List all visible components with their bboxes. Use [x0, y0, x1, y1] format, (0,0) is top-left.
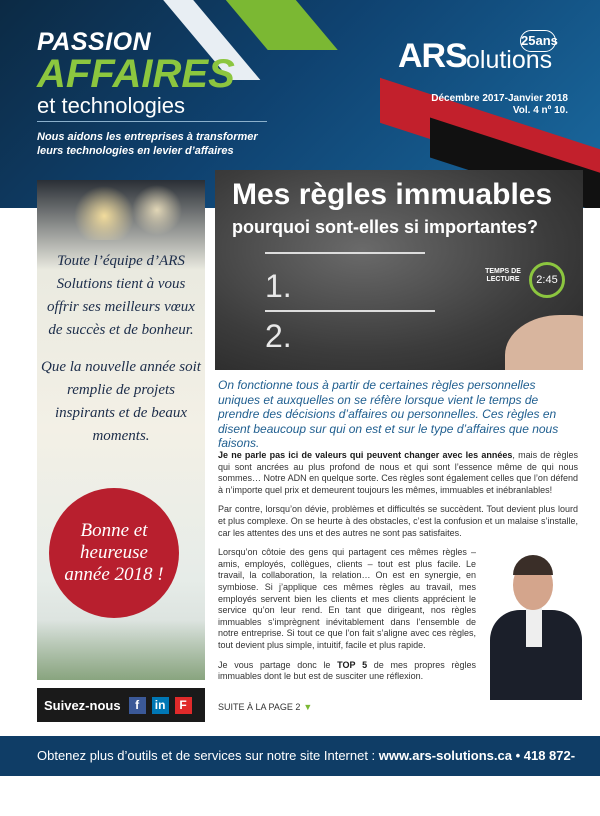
logo-solutions: olutions	[466, 46, 553, 74]
paragraph-4-start: Je vous partage donc le	[218, 659, 338, 670]
footer-bar	[0, 736, 600, 803]
sparkle-decor	[37, 180, 205, 240]
holiday-message-1: Toute l’équipe d’ARS Solutions tient à vous offrir ses meilleurs vœux de succès et de bonheur.	[47, 253, 195, 338]
chalk-number-1: 1.	[265, 268, 292, 304]
continued-text: SUITE À LA PAGE 2	[218, 702, 301, 712]
linkedin-icon[interactable]: in	[152, 697, 169, 714]
follow-us-bar	[37, 688, 205, 722]
title-technologies: et technologies	[37, 93, 185, 118]
article-subtitle: pourquoi sont-elles si importantes?	[232, 217, 539, 237]
paragraph-2: Par contre, lorsqu’on dévie, problèmes et difficultés se succèdent. Tout devient plus lourd et plus complexe. On se heurte à des obstacles, c’est la confusion et un malaise s’installe, car les attentes des uns et des autres ne sont pas satisfaites.	[218, 504, 578, 538]
author-hair	[513, 555, 553, 575]
article-lead: On fonctionne tous à partir de certaines règles personnelles uniques et auxquelles on se réfère lorsque vient le temps de prendre des décisions d’affaires ou personnelles. Ces règles en disent beaucoup sur qui on est et sur le type d’affaires que nous faisons.	[218, 378, 559, 450]
footer-phone: 418 872-4744	[37, 748, 576, 803]
paragraph-4-end: de mes propres règles immuables dont le but est de susciter une réflexion.	[218, 659, 476, 682]
hand-with-chalk	[505, 315, 583, 370]
paragraph-1-rest: , mais de règles qui sont ancrées au plus profond de nous et qui sont l’essence même de qui nous sommes… Notre ADN en quelque sorte. Ces règles sont également celles que l’on défend à n’importe quel prix et demeurent toujours les mêmes, immuables et inébranlables!	[218, 450, 578, 495]
paragraph-4	[218, 660, 476, 683]
issue-date: Décembre 2017-Janvier 2018	[431, 93, 568, 104]
flickr-icon[interactable]: F	[175, 697, 192, 714]
paragraph-4-bold: TOP 5	[337, 659, 368, 670]
logo-ars: ARS	[398, 37, 467, 75]
arrow-down-icon: ▼	[303, 702, 313, 712]
continued-link[interactable]	[218, 702, 312, 712]
footer-website[interactable]: www.ars-solutions.ca	[378, 748, 512, 763]
new-year-greeting: Bonne et heureuse année 2018 !	[64, 520, 164, 585]
holiday-sidebar	[37, 180, 205, 680]
chalk-line-1	[265, 252, 425, 254]
author-photo	[488, 555, 583, 700]
header-divider	[37, 121, 267, 122]
article-title: Mes règles immuables	[232, 178, 553, 211]
follow-label: Suivez-nous	[44, 697, 121, 713]
footer-content	[37, 736, 600, 816]
reading-time-clock: 2:45	[529, 262, 565, 298]
logo-anniversary-badge: 25ans	[520, 30, 556, 52]
facebook-icon[interactable]: f	[129, 697, 146, 714]
paragraph-1-bold: Je ne parle pas ici de valeurs qui peuvent changer avec les années	[218, 450, 513, 460]
ars-solutions-logo	[398, 28, 568, 78]
pine-branches-decor	[37, 620, 205, 680]
title-passion: PASSION	[37, 28, 152, 56]
new-year-badge	[49, 488, 179, 618]
article-hero-chalkboard	[215, 170, 583, 370]
tagline: Nous aidons les entreprises à transformer leurs technologies en levier d’affaires	[37, 131, 258, 157]
chalk-number-2: 2.	[265, 318, 292, 354]
reading-time-label: TEMPS DE LECTURE	[485, 268, 521, 283]
title-affaires: AFFAIRES	[37, 52, 235, 96]
chalk-line-2	[265, 310, 435, 312]
holiday-message-2: Que la nouvelle année soit remplie de projets inspirants et de beaux moments.	[41, 359, 201, 444]
holiday-message	[41, 250, 201, 462]
footer-separator: •	[511, 748, 524, 763]
author-collar	[526, 607, 542, 647]
footer-text: Obtenez plus d’outils et de services sur notre site Internet :	[37, 748, 379, 763]
magazine-title	[37, 30, 235, 119]
paragraph-1	[218, 450, 578, 496]
paragraph-3: Lorsqu’on côtoie des gens qui partagent ces mêmes règles – amis, employés, collègues, clients – tout est plus facile. Le travail, la collaboration, la relation… On est en synergie, en symbiose. Si j’applique ces mêmes règles au travail, mes employés servent bien les clients et mes clients apprécient le service qu’on leur rend. En tant que dirigeant, nos règles immuables s’imprègnent inévitablement dans l’ensemble de notre entreprise. Si tout ce que l’on fait s’aligne avec ces règles, tout devient plus simple, intuitif, facile et plus rapide.	[218, 547, 476, 650]
issue-volume: Vol. 4 nº 10.	[512, 105, 568, 116]
issue-info	[431, 93, 568, 117]
